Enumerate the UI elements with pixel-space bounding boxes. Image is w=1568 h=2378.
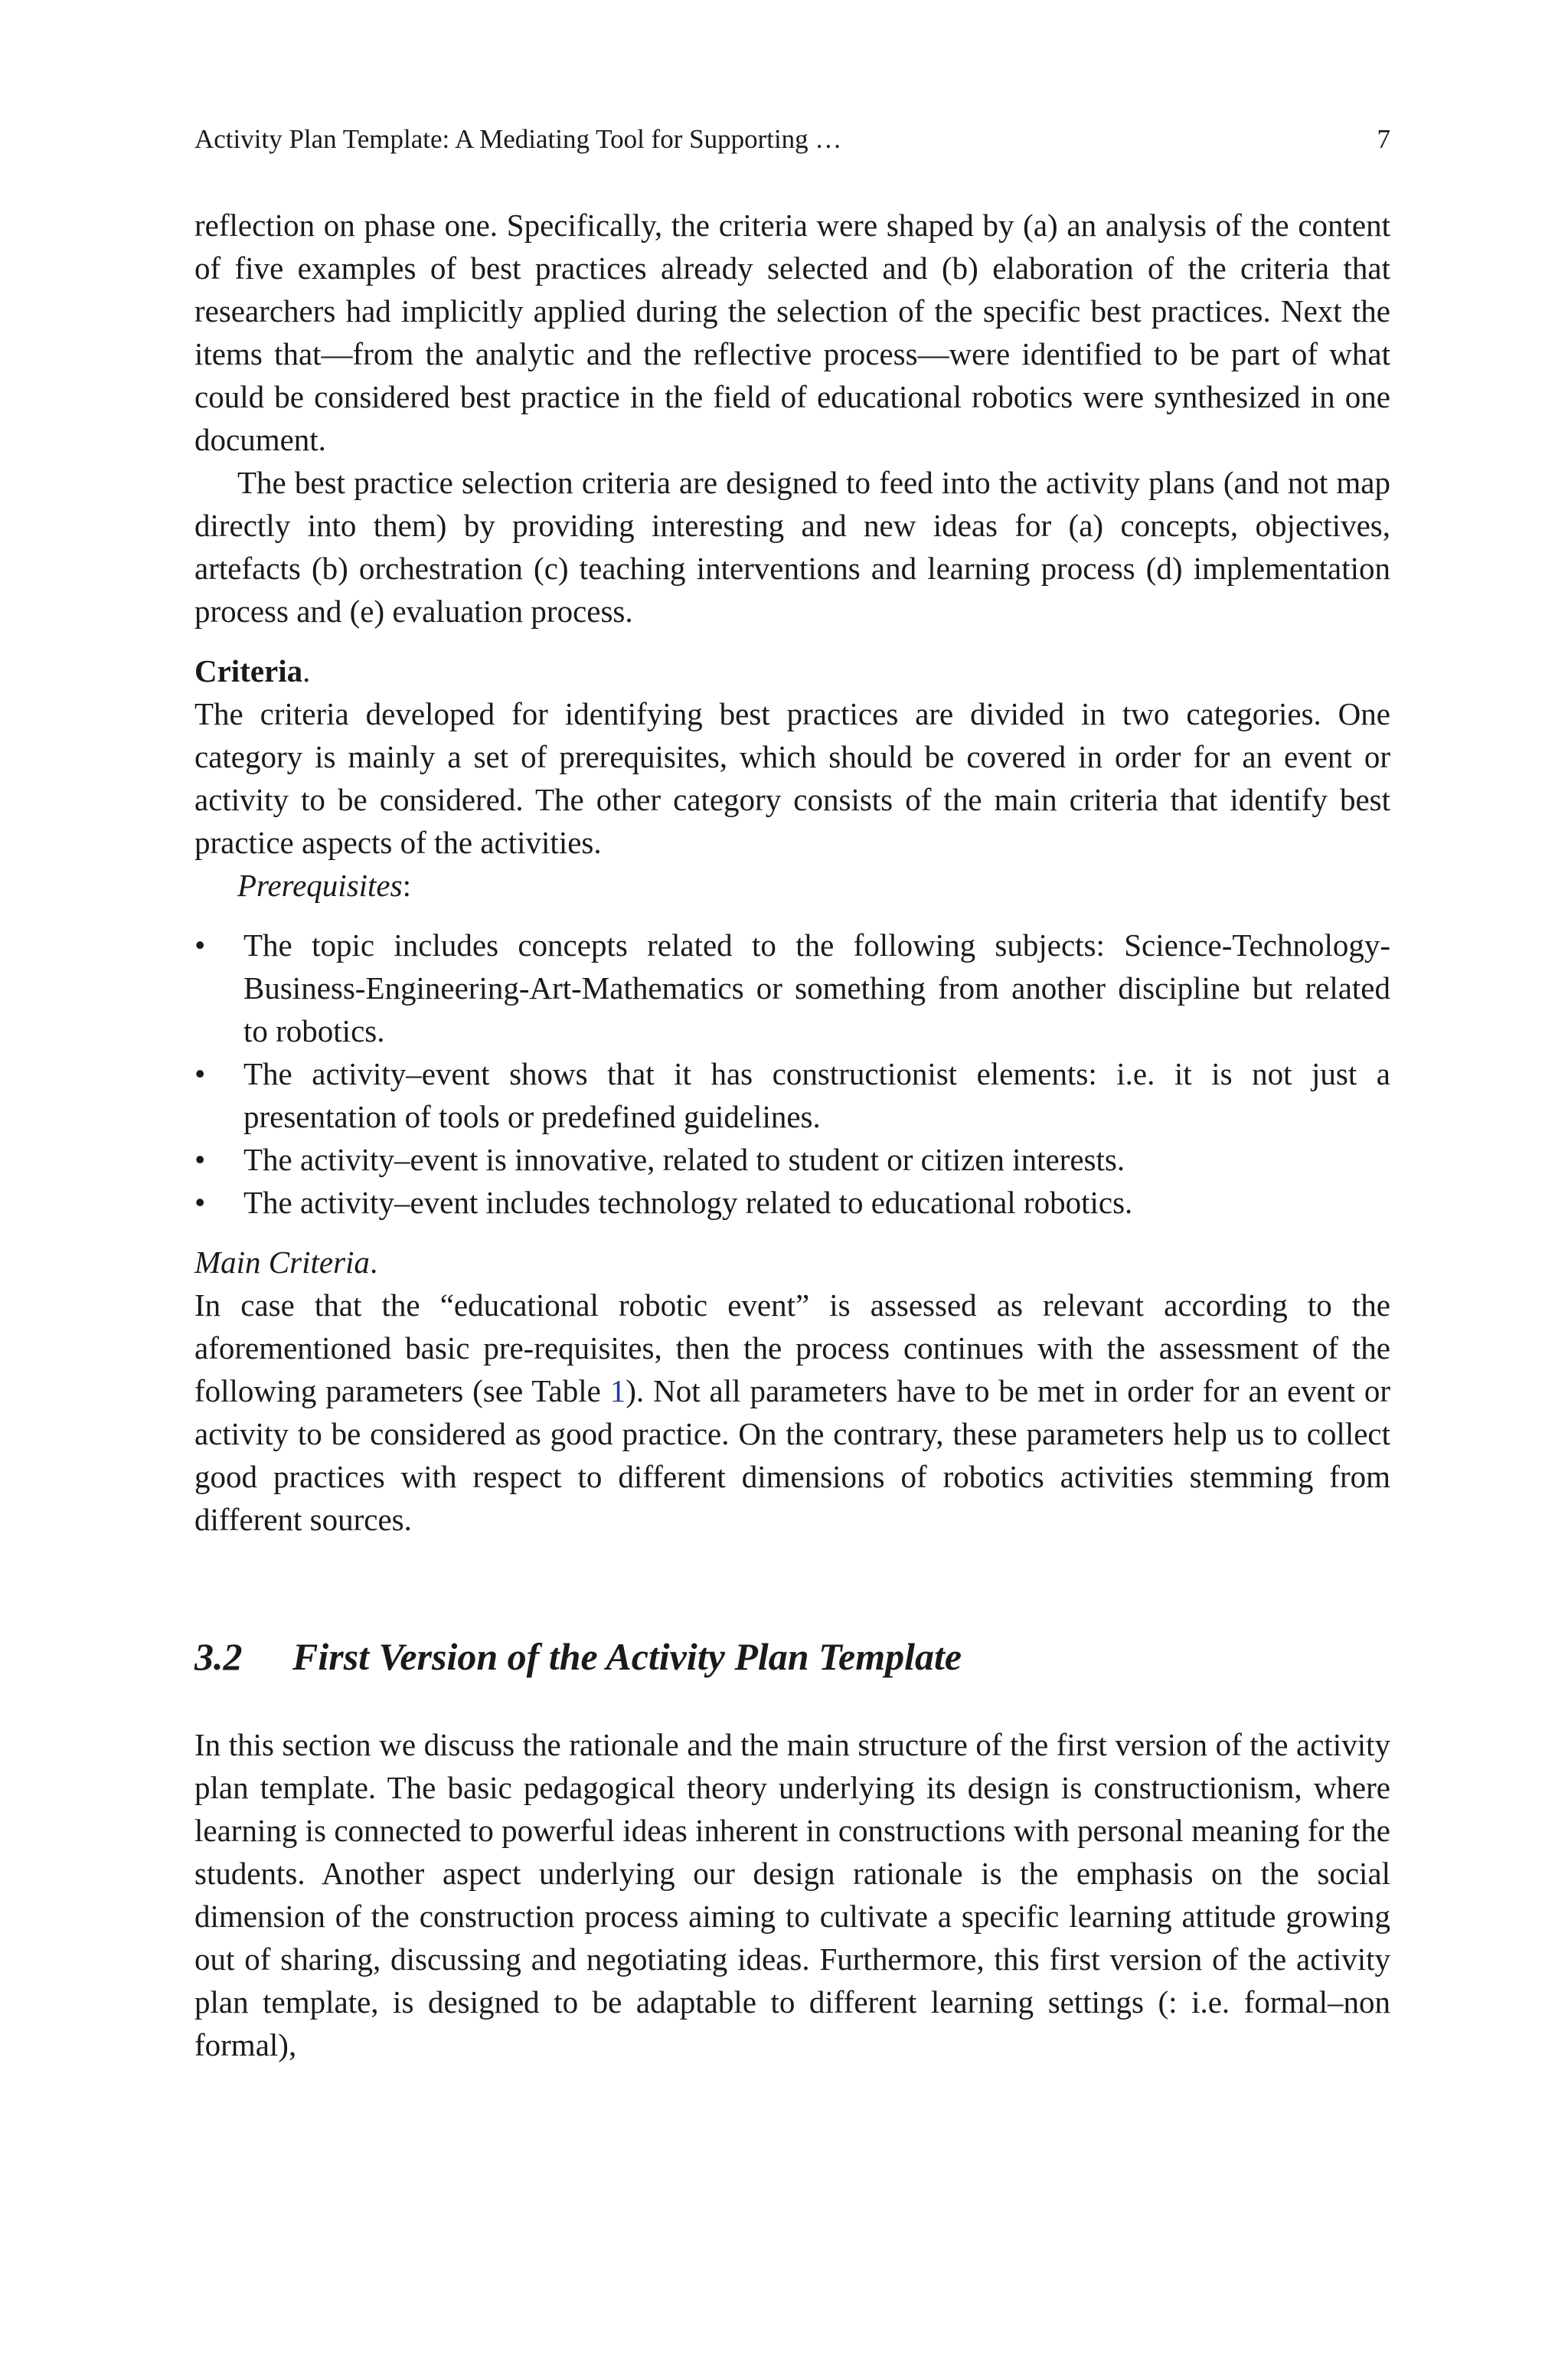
main-criteria-label-line <box>194 1241 1390 1284</box>
paragraph-selection-criteria: The best practice selection criteria are designed to feed into the activity plans (and not map directly into them) by providing interesting and new ideas for (a) concepts, objectives, artefacts (b) orchestration (c) teaching interventions and learning process (d) implementation process and (e) evaluation process. <box>194 465 1390 629</box>
list-item: • The activity–event includes technology related to educational robotics. <box>194 1181 1390 1224</box>
paragraph-reflection: reflection on phase one. Specifically, the criteria were shaped by (a) an analysis of the content of five examples of best practices already selected and (b) elaboration of the criteria that researchers had implicitly applied during the selection of the specific best practices. Next the items that—from the analytic and the reflective process—were identified to be part of what could be considered best practice in the field of educational robotics were synthesized in one document. <box>194 208 1390 457</box>
section-number: 3.2 <box>194 1635 243 1678</box>
paragraph-main-criteria <box>194 1284 1390 1541</box>
paragraph-criteria: The criteria developed for identifying best practices are divided in two categories. One category is mainly a set of prerequisites, which should be covered in order for an event or activity to be considered. The other category consists of the main criteria that identify best practice aspects of the activities. <box>194 696 1390 860</box>
prerequisites-label-line <box>194 864 1390 907</box>
main-criteria-text-after: ). Not all parameters have to be met in order for an event or activity to be considered as good practice. On the contrary, these parameters help us to collect good practices with respect to different dimensions of robotics activities stemming from different sources. <box>194 1373 1390 1537</box>
prerequisites-label-punct: : <box>402 868 411 903</box>
criteria-heading-punct: . <box>302 653 311 689</box>
criteria-heading-line <box>194 649 1390 692</box>
body-text <box>194 204 1390 2066</box>
criteria-heading: Criteria <box>194 653 303 689</box>
prerequisites-label: Prerequisites <box>237 868 403 903</box>
main-criteria-text-before: In case that the “educational robotic event” is assessed as relevant according to the aforementioned basic pre-requisites, then the process continues with the assessment of the following parameters (see Table <box>194 1287 1390 1408</box>
section-title: First Version of the Activity Plan Template <box>292 1635 962 1678</box>
paragraph-section-intro: In this section we discuss the rationale and the main structure of the first version of the activity plan template. The basic pedagogical theory underlying its design is constructionism, where learning is connected to powerful ideas inherent in constructions with personal meaning for the students. Another aspect underlying our design rationale is the emphasis on the social dimension of the construction process aiming to cultivate a specific learning attitude growing out of sharing, discussing and negotiating ideas. Furthermore, this first version of the activity plan template, is designed to be adaptable to different learning settings (: i.e. formal–non formal), <box>194 1727 1390 2062</box>
list-item: • The activity–event shows that it has constructionist elements: i.e. it is not just a presentation of tools or predefined guidelines. <box>194 1052 1390 1138</box>
list-item: • The activity–event is innovative, related to student or citizen interests. <box>194 1138 1390 1181</box>
main-criteria-label-punct: . <box>369 1245 378 1280</box>
page-number: 7 <box>1377 124 1390 154</box>
list-item: • The topic includes concepts related to the following subjects: Science-Technology-Business-Engineering-Art-Mathematics or something from another discipline but related to robotics. <box>194 924 1390 1052</box>
table-reference-link[interactable]: 1 <box>609 1373 626 1408</box>
running-title: Activity Plan Template: A Mediating Tool for Supporting … <box>194 124 842 154</box>
main-criteria-label: Main Criteria <box>194 1245 370 1280</box>
section-heading <box>194 1631 1390 1682</box>
prerequisites-list <box>194 924 1390 1224</box>
